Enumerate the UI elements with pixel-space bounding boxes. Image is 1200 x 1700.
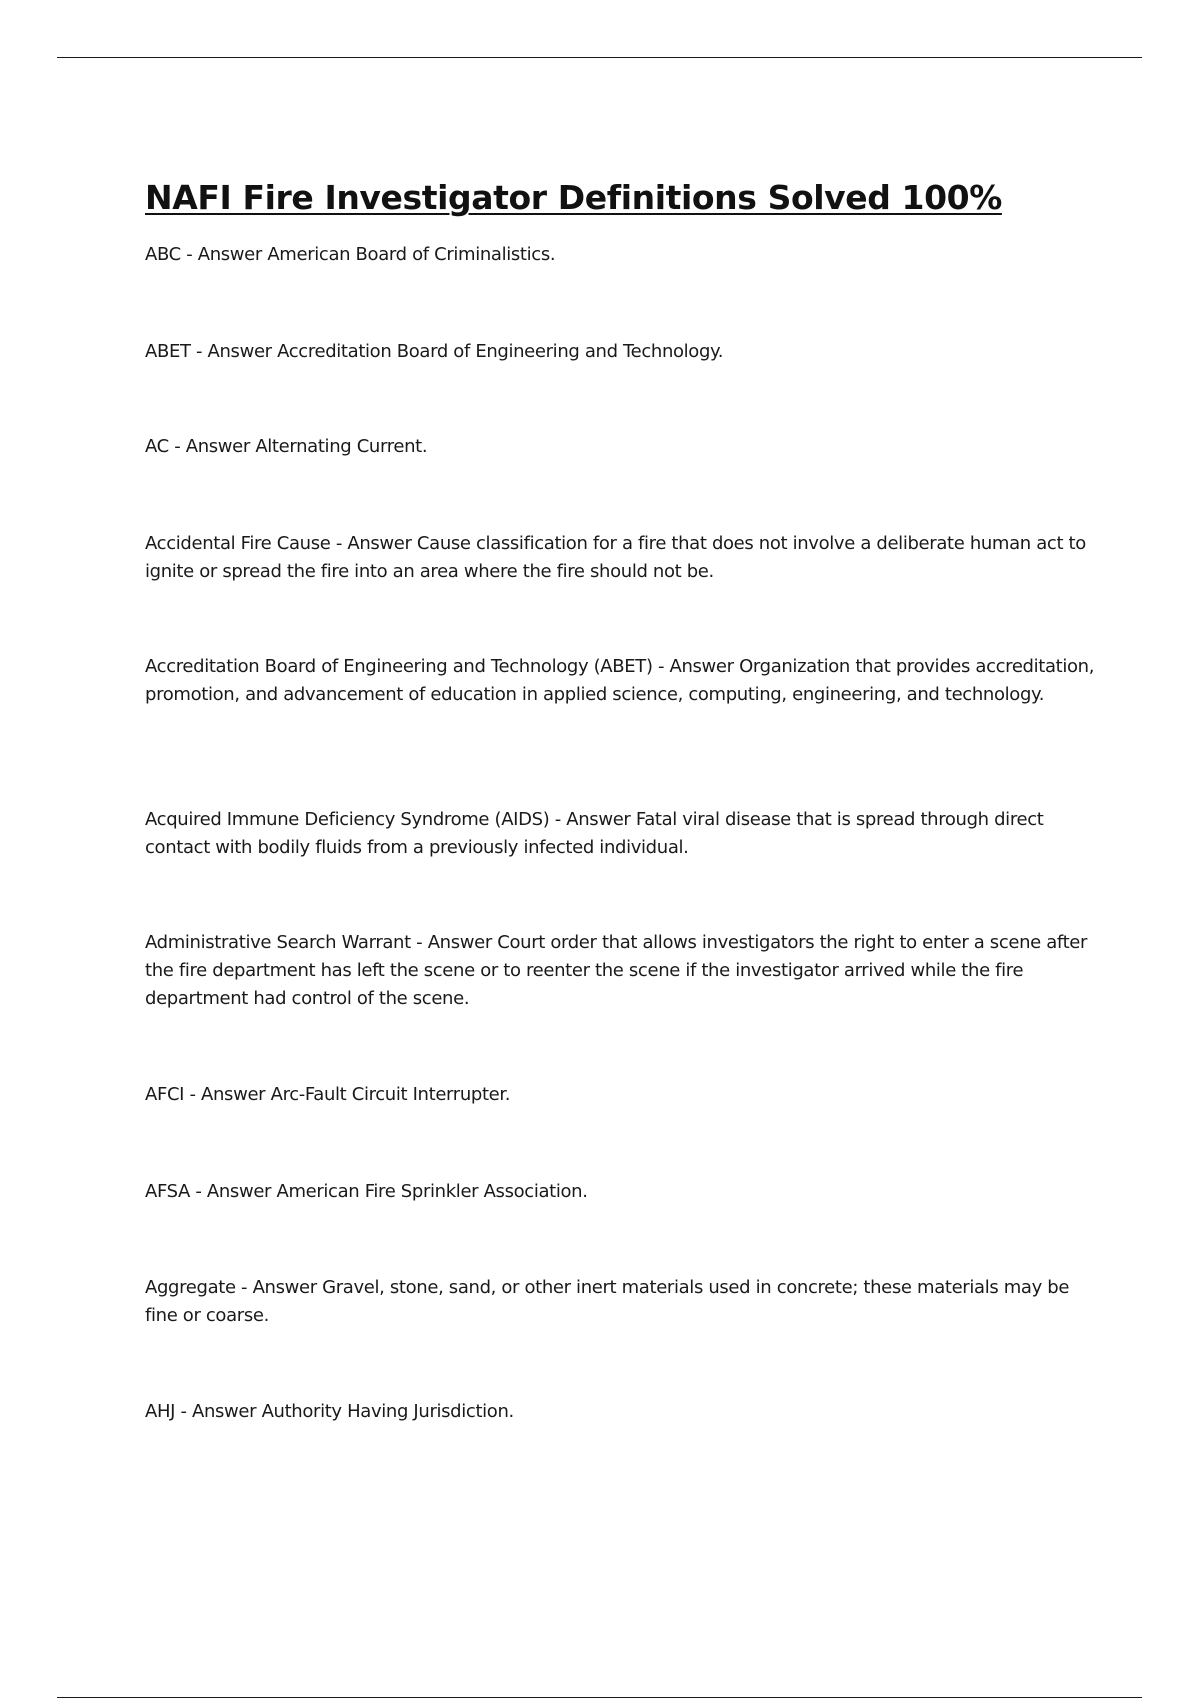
definition-entry-abet: ABET - Answer Accreditation Board of Engineering and Technology. [145, 341, 724, 362]
definition-entry-ahj: AHJ - Answer Authority Having Jurisdiction. [145, 1401, 514, 1422]
definition-entry-aids: Acquired Immune Deficiency Syndrome (AIDS) - Answer Fatal viral disease that is spread through direct contact with bodily fluids from a previously infected individual. [145, 809, 1044, 858]
header-rule [57, 57, 1142, 58]
definition-entry-aggregate: Aggregate - Answer Gravel, stone, sand, or other inert materials used in concrete; these materials may be fine or coarse. [145, 1277, 1070, 1326]
definition-entry-administrative-search-warrant: Administrative Search Warrant - Answer Court order that allows investigators the right to enter a scene after the fire department has left the scene or to reenter the scene if the investigator arrived while the fire department had control of the scene. [145, 932, 1088, 1009]
definition-entry-afci: AFCI - Answer Arc-Fault Circuit Interrupter. [145, 1084, 511, 1105]
footer-rule [57, 1697, 1142, 1698]
definition-entry-abc: ABC - Answer American Board of Criminalistics. [145, 244, 556, 265]
definition-entry-afsa: AFSA - Answer American Fire Sprinkler Association. [145, 1181, 588, 1202]
definition-entry-abet-full: Accreditation Board of Engineering and Technology (ABET) - Answer Organization that provides accreditation, promotion, and advancement of education in applied science, computing, engineering, and technology. [145, 656, 1095, 705]
page-title: NAFI Fire Investigator Definitions Solved 100% [145, 178, 1002, 217]
definition-entry-accidental-fire-cause: Accidental Fire Cause - Answer Cause classification for a fire that does not involve a deliberate human act to ignite or spread the fire into an area where the fire should not be. [145, 533, 1086, 582]
definition-entry-ac: AC - Answer Alternating Current. [145, 436, 428, 457]
